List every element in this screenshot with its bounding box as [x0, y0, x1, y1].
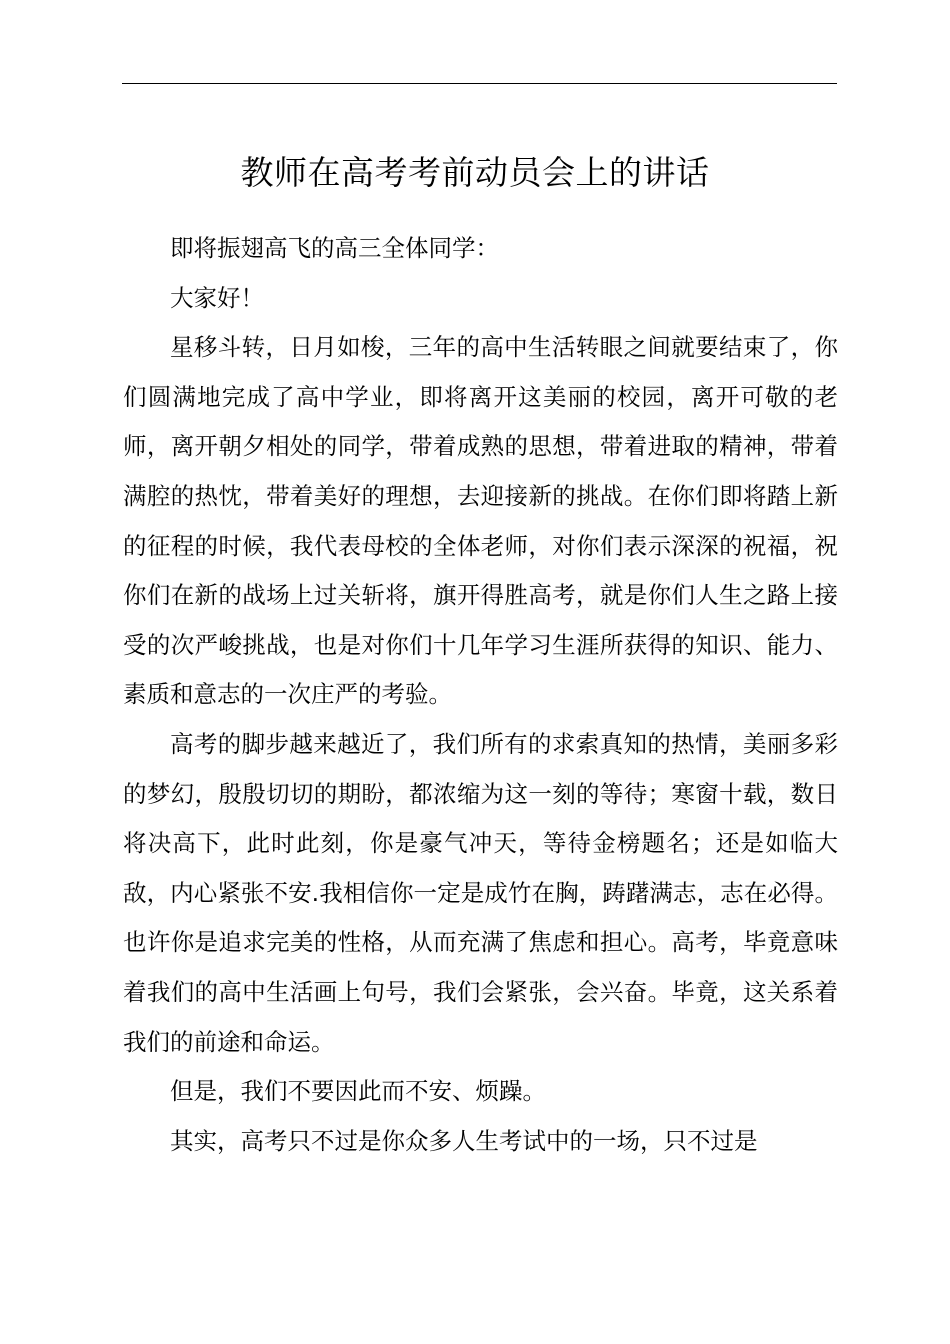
paragraph-salutation: 即将振翅高飞的高三全体同学： — [170, 234, 499, 262]
paragraph-life-exam: 其实，高考只不过是你众多人生考试中的一场，只不过是 — [170, 1126, 758, 1155]
paragraph-no-anxiety: 但是，我们不要因此而不安、烦躁。 — [170, 1077, 546, 1106]
header-rule — [122, 83, 837, 84]
paragraph-greeting: 大家好！ — [170, 283, 264, 312]
document-body — [123, 224, 838, 1166]
paragraph-graduation: 星移斗转，日月如梭，三年的高中生活转眼之间就要结束了，你们圆满地完成了高中学业，即将离开这美丽的校园，离开可敬的老师，离开朝夕相处的同学，带着成熟的思想，带着进取的精神，带着满腔的热忱，带着美好的理想，去迎接新的挑战。在你们即将踏上新的征程的时候，我代表母校的全体老师，对你们表示深深的祝福，祝你们在新的战场上过关斩将，旗开得胜高考，就是你们人生之路上接受的次严峻挑战，也是对你们十几年学习生涯所获得的知识、能力、素质和意志的一次庄严的考验。 — [123, 333, 838, 709]
document-title: 教师在高考考前动员会上的讲话 — [240, 153, 710, 192]
paragraph-exam-approach: 高考的脚步越来越近了，我们所有的求索真知的热情，美丽多彩的梦幻，殷殷切切的期盼，都浓缩为这一刻的等待；寒窗十载，数日将决高下，此时此刻，你是豪气冲天，等待金榜题名；还是如临大敌，内心紧张不安.我相信你一定是成竹在胸，踌躇满志，志在必得。也许你是追求完美的性格，从而充满了焦虑和担心。高考，毕竟意味着我们的高中生活画上句号，我们会紧张，会兴奋。毕竟，这关系着我们的前途和命运。 — [123, 729, 838, 1056]
